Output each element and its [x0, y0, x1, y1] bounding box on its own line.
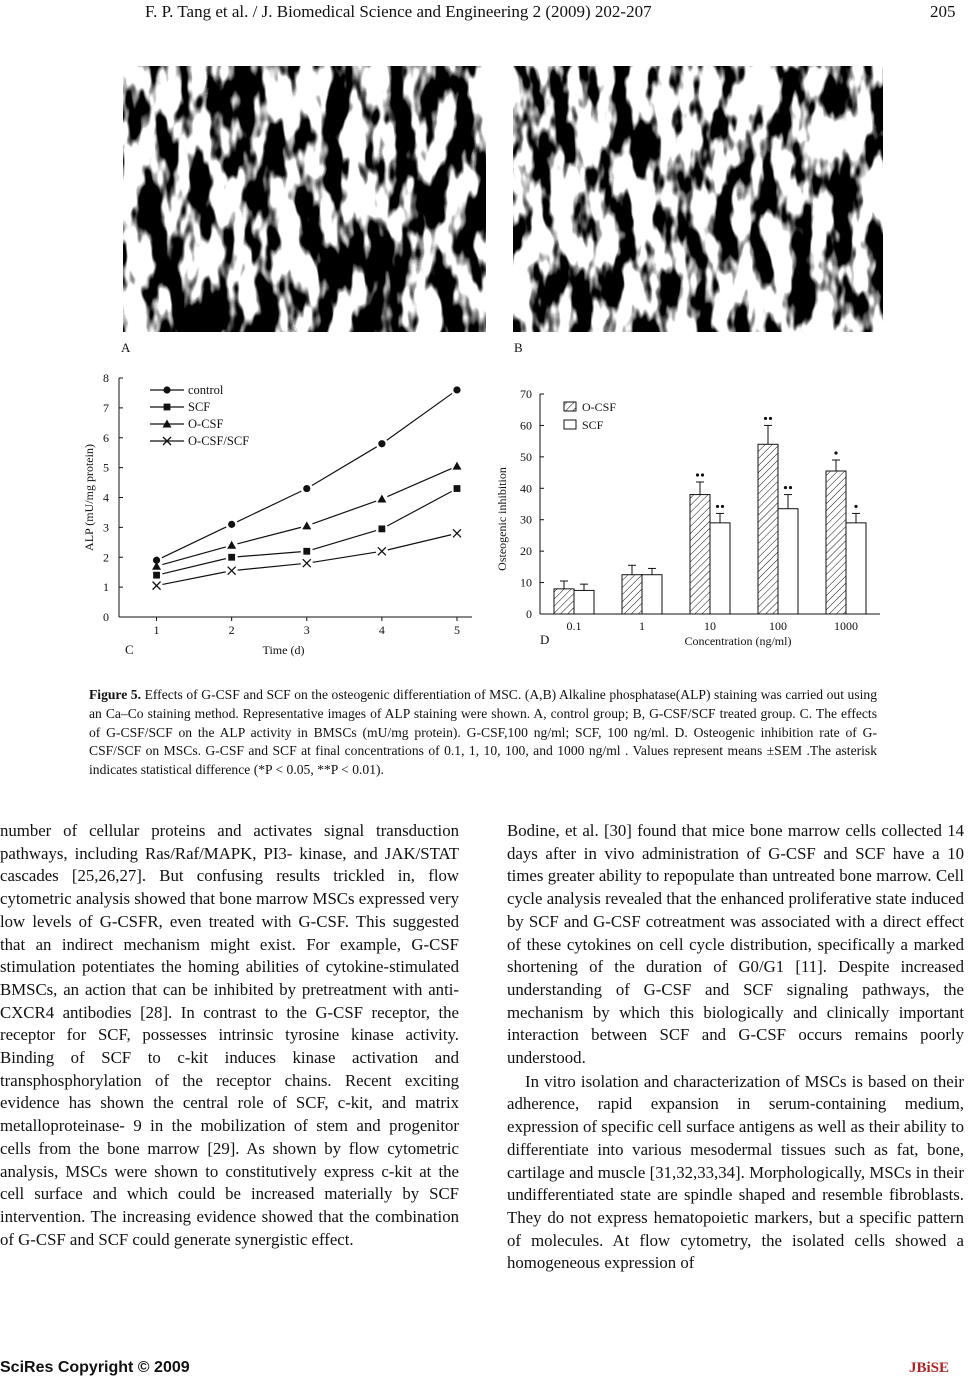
right-column — [507, 820, 964, 1275]
series-line-segment — [237, 491, 301, 522]
data-point — [303, 559, 311, 567]
panel-label-c: C — [125, 642, 134, 657]
series-line-segment — [313, 531, 377, 550]
bar-o-csf — [690, 495, 710, 614]
significance-mark — [789, 486, 792, 489]
alp-stain-image-control — [123, 66, 486, 332]
legend-label: SCF — [188, 400, 211, 414]
right-column-paragraph-2: In vitro isolation and characterization of MSCs is based on their adherence, rapid expansion in serum-containing medium, expression of specific cell surface antigens as well as their ability to differentiate into various mesodermal tissues such as fat, bone, cartilage and muscle [31,32,33,34]. Morphologically, MSCs in their undifferentiated state are spindle shaped and resemble fibroblasts. They do not express hematopoietic markers, but a specific pattern of molecules. At flow cytometry, the isolated cells showed a homogeneous expression of — [507, 1071, 964, 1273]
bar-chart-svg — [490, 380, 885, 660]
significance-mark — [784, 486, 787, 489]
bar-o-csf — [622, 575, 642, 614]
y-tick-label: 4 — [103, 490, 109, 505]
x-tick-label: 4 — [378, 623, 385, 637]
x-tick-label: 5 — [453, 623, 460, 637]
series-o-csf-scf — [153, 529, 461, 589]
data-point — [377, 494, 386, 502]
data-point — [303, 485, 310, 492]
y-tick-label: 0 — [526, 607, 532, 621]
left-column — [0, 820, 459, 1251]
x-tick-label: 3 — [303, 623, 310, 637]
data-point — [452, 462, 461, 470]
legend-label: O-CSF — [582, 400, 617, 414]
figure-caption — [89, 686, 877, 780]
series-line-segment — [162, 559, 225, 574]
x-axis-label: Concentration (ng/ml) — [684, 634, 792, 648]
bar-scf — [846, 523, 866, 614]
x-tick-label: 2 — [228, 623, 235, 637]
x-tick-label: 10 — [704, 619, 716, 633]
significance-mark — [721, 505, 724, 508]
data-point — [453, 386, 460, 393]
running-title: F. P. Tang et al. / J. Biomedical Science and Engineering 2 (2009) 202-207 — [145, 2, 652, 21]
data-point — [378, 440, 385, 447]
bar-scf — [574, 590, 594, 614]
x-tick-label: 1 — [639, 619, 645, 633]
bar-o-csf — [758, 444, 778, 614]
alp-activity-line-chart — [80, 368, 480, 660]
x-tick-label: 100 — [769, 619, 787, 633]
legend-label: O-CSF — [188, 417, 224, 431]
y-tick-label: 60 — [520, 418, 532, 433]
y-tick-label: 70 — [520, 387, 532, 401]
x-axis-label: Time (d) — [262, 643, 305, 657]
caption-text: Effects of G-CSF and SCF on the osteogenic differentiation of MSC. (A,B) Alkaline phosphatase(ALP) staining was carried out using an Ca–Co staining method. Representative images of ALP staining were shown. A, control group; B, G-CSF/SCF treated group. C. The effects of G-CSF/SCF on the ALP activity in BMSCs (mU/mg protein). G-CSF,100 ng/ml; SCF, 100 ng/ml. D. Osteogenic inhibition rate of G-CSF/SCF on MSCs. G-CSF and SCF at final concentrations of 0.1, 1, 10, 100, and 1000 ng/ml . Values represent means ±SEM .The asterisk indicates statistical difference (*P < 0.05, **P < 0.01). — [89, 687, 877, 778]
significance-mark — [701, 473, 704, 476]
y-tick-label: 2 — [103, 550, 109, 565]
x-tick-label: 1000 — [834, 619, 858, 633]
y-tick-label: 3 — [103, 520, 109, 535]
legend-label: control — [188, 383, 224, 397]
data-point — [152, 562, 161, 570]
y-tick-label: 20 — [520, 544, 532, 559]
significance-mark — [834, 451, 837, 454]
y-tick-label: 5 — [103, 460, 109, 475]
data-point — [378, 525, 385, 532]
data-point — [378, 547, 386, 555]
y-tick-label: 1 — [103, 580, 109, 595]
panel-label-a: A — [121, 340, 131, 355]
running-header — [0, 2, 969, 26]
y-tick-label: 10 — [520, 575, 532, 590]
legend-marker — [163, 386, 170, 393]
y-tick-label: 40 — [520, 481, 532, 496]
page-number: 205 — [930, 2, 956, 21]
y-tick-label: 7 — [103, 400, 109, 415]
y-tick-label: 0 — [103, 610, 109, 624]
data-point — [228, 554, 235, 561]
left-column-text: number of cellular proteins and activates signal transduction pathways, including Ras/Raf/MAPK, PI3- kinase, and JAK/STAT cascades [25,26,27]. But confusing results trickled in, flow cytometric analysis showed that bone marrow MSCs expressed very low levels of G-CSFR, even treated with G-CSF. This suggested that an indirect mechanism might exist. For example, G-CSF stimulation potentiates the homing abilities of cytokine-stimulated BMSCs, an action that can be inhibited by pretreatment with anti-CXCR4 antibodies [28]. In contrast to the G-CSF receptor, the receptor for SCF, possesses intrinsic tyrosine kinase activity. Binding of SCF to c-kit induces kinase activation and transphosphorylation of the receptor chains. Recent exciting evidence has shown the central role of SCF, c-kit, and matrix metalloproteinase- 9 in the mobilization of stem and progenitor cells from the bone marrow [29]. As shown by flow cytometric analysis, MSCs were shown to constitutively express c-kit at the cell surface and which could be increased materially by SCF intervention. The increasing evidence showed that the combination of G-CSF and SCF could generate synergistic effect. — [0, 821, 459, 1249]
legend-marker — [164, 404, 171, 411]
legend-label: SCF — [582, 418, 604, 432]
x-tick-label: 0.1 — [566, 619, 582, 633]
series-line-segment — [312, 501, 376, 524]
footer-copyright: SciRes Copyright © 2009 — [0, 1359, 190, 1376]
right-column-paragraph-1: Bodine, et al. [30] found that mice bone marrow cells collected 14 days after in vivo administration of G-CSF and SCF have a 10 times greater ability to repopulate than untreated bone marrow. Cell cycle analysis revealed that the enhanced proliferative state induced by SCF and G-CSF cotreatment was associated with a direct effect of these cytokines on cell cycle distribution, specifically a marked shortening of the duration of G0/G1 [11]. Despite increased understanding of G-CSF and SCF signaling pathways, the mechanism by which this biologically and clinically important interaction between SCF and G-CSF occurs remains poorly understood. — [507, 821, 964, 1068]
osteogenic-inhibition-bar-chart — [490, 380, 885, 660]
series-line-segment — [387, 491, 452, 526]
series-line-segment — [238, 564, 301, 570]
legend-label: O-CSF/SCF — [188, 434, 250, 448]
data-point — [454, 485, 461, 492]
series-line-segment — [388, 535, 451, 550]
y-tick-label: 30 — [520, 512, 532, 527]
bar-scf — [778, 509, 798, 614]
alp-stain-image-gcsf-scf — [513, 66, 883, 332]
y-tick-label: 8 — [103, 371, 109, 385]
significance-mark — [716, 505, 719, 508]
data-point — [453, 529, 461, 537]
data-point — [153, 582, 161, 590]
footer-journal: JBiSE — [909, 1360, 950, 1376]
significance-mark — [696, 473, 699, 476]
data-point — [227, 541, 236, 549]
series-line-segment — [387, 393, 452, 440]
series-scf — [153, 485, 460, 578]
legend-swatch — [564, 420, 576, 429]
bar-o-csf — [826, 471, 846, 614]
bar-o-csf — [554, 589, 574, 614]
panel-label-b: B — [514, 340, 523, 355]
data-point — [303, 548, 310, 555]
data-point — [228, 521, 235, 528]
series-line-segment — [387, 469, 451, 497]
y-axis-label: Osteogenic inhibition — [495, 467, 509, 571]
significance-mark — [769, 417, 772, 420]
y-axis-label: ALP (mU/mg protein) — [82, 444, 96, 551]
bar-scf — [710, 523, 730, 614]
data-point — [302, 521, 311, 529]
data-point — [228, 567, 236, 575]
significance-mark — [854, 505, 857, 508]
series-line-segment — [238, 552, 301, 557]
panel-label-d: D — [540, 632, 550, 647]
data-point — [153, 572, 160, 579]
series-line-segment — [313, 552, 376, 562]
significance-mark — [764, 417, 767, 420]
y-tick-label: 50 — [520, 449, 532, 464]
x-tick-label: 1 — [153, 623, 160, 637]
series-line-segment — [162, 572, 225, 585]
series-line-segment — [312, 447, 377, 486]
line-chart-svg — [80, 368, 480, 660]
legend-swatch — [564, 402, 576, 411]
y-tick-label: 6 — [103, 430, 109, 445]
series-line-segment — [237, 527, 300, 543]
series-line-segment — [162, 547, 226, 565]
caption-label: Figure 5. — [89, 687, 142, 702]
bar-scf — [642, 575, 662, 614]
series-line-segment — [162, 527, 226, 558]
